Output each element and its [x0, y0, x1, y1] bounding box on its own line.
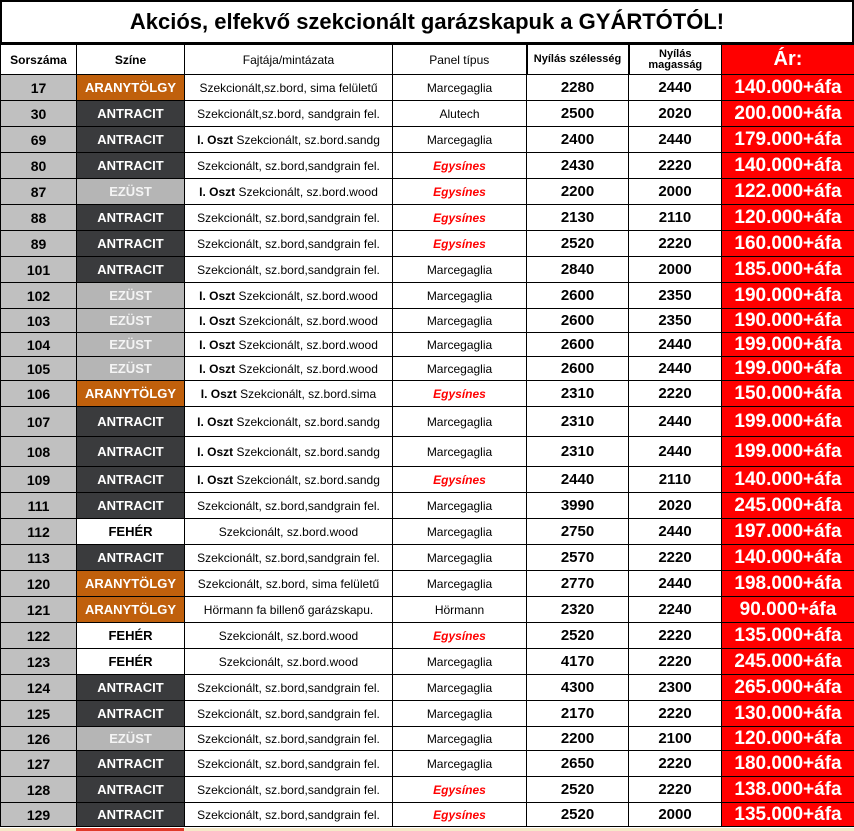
header-height-line2: magasság	[648, 58, 703, 71]
row-width: 2280	[527, 75, 629, 101]
row-panel: Marcegaglia	[393, 571, 527, 597]
row-type	[185, 179, 393, 205]
row-type	[185, 597, 393, 623]
row-price: 185.000+áfa	[722, 257, 854, 283]
row-color: ARANYTÖLGY	[77, 381, 185, 407]
table-row	[1, 701, 854, 727]
row-panel: Egysínes	[393, 231, 527, 257]
row-price: 245.000+áfa	[722, 649, 854, 675]
row-color: ARANYTÖLGY	[77, 571, 185, 597]
row-type	[185, 649, 393, 675]
table-row	[1, 493, 854, 519]
header-row	[1, 45, 854, 75]
type-text: Szekcionált, sz.bord.wood	[235, 184, 378, 199]
row-height: 2000	[629, 179, 722, 205]
row-color: EZÜST	[77, 333, 185, 357]
row-panel: Egysínes	[393, 467, 527, 493]
grade-label: I. Oszt	[197, 414, 234, 429]
row-width: 4170	[527, 649, 629, 675]
row-type	[185, 381, 393, 407]
row-price: 150.000+áfa	[722, 381, 854, 407]
header-width: Nyílás szélesség	[527, 45, 629, 75]
row-color: ANTRACIT	[77, 205, 185, 231]
row-panel: Egysínes	[393, 153, 527, 179]
table-row	[1, 467, 854, 493]
row-panel: Marcegaglia	[393, 493, 527, 519]
row-type	[185, 333, 393, 357]
row-number: 123	[1, 649, 77, 675]
row-height: 2000	[629, 803, 722, 827]
table-row	[1, 571, 854, 597]
table-row	[1, 179, 854, 205]
row-height: 2020	[629, 101, 722, 127]
row-type	[185, 751, 393, 777]
type-text: Szekcionált, sz.bord,sandgrain fel.	[197, 210, 380, 225]
row-color: ANTRACIT	[77, 701, 185, 727]
type-text: Szekcionált, sz.bord.wood	[235, 313, 378, 328]
row-type	[185, 407, 393, 437]
row-width: 2600	[527, 309, 629, 333]
grade-label: I. Oszt	[200, 386, 237, 401]
grade-label: I. Oszt	[197, 444, 234, 459]
table-row	[1, 257, 854, 283]
row-color: ANTRACIT	[77, 231, 185, 257]
row-width: 2520	[527, 623, 629, 649]
row-panel: Marcegaglia	[393, 519, 527, 545]
row-price: 199.000+áfa	[722, 437, 854, 467]
row-type	[185, 437, 393, 467]
type-text: Szekcionált, sz.bord.sandg	[233, 472, 380, 487]
row-width: 2440	[527, 467, 629, 493]
type-text: Szekcionált, sz.bord,sandgrain fel.	[197, 782, 380, 797]
grade-label: I. Oszt	[199, 361, 236, 376]
row-number: 129	[1, 803, 77, 827]
row-height: 2220	[629, 545, 722, 571]
grade-label: I. Oszt	[199, 313, 236, 328]
row-price: 197.000+áfa	[722, 519, 854, 545]
type-text: Szekcionált, sz.bord.sima	[236, 386, 377, 401]
row-type	[185, 231, 393, 257]
row-price: 140.000+áfa	[722, 545, 854, 571]
row-price: 90.000+áfa	[722, 597, 854, 623]
row-price: 190.000+áfa	[722, 309, 854, 333]
row-width: 2200	[527, 179, 629, 205]
row-color: ANTRACIT	[77, 545, 185, 571]
table-row	[1, 623, 854, 649]
row-width: 2310	[527, 407, 629, 437]
row-panel: Alutech	[393, 101, 527, 127]
row-panel: Marcegaglia	[393, 649, 527, 675]
row-height: 2220	[629, 231, 722, 257]
row-type	[185, 101, 393, 127]
table-row	[1, 205, 854, 231]
row-color: ANTRACIT	[77, 675, 185, 701]
type-text: Szekcionált, sz.bord.wood	[218, 524, 359, 539]
row-number: 105	[1, 357, 77, 381]
type-text: Hörmann fa billenő garázskapu.	[203, 602, 374, 617]
row-color: ANTRACIT	[77, 751, 185, 777]
row-height: 2440	[629, 75, 722, 101]
row-type	[185, 205, 393, 231]
row-width: 2430	[527, 153, 629, 179]
row-color: FEHÉR	[77, 519, 185, 545]
type-text: Szekcionált, sz.bord.wood	[235, 337, 378, 352]
row-width: 3990	[527, 493, 629, 519]
row-type	[185, 675, 393, 701]
row-panel: Marcegaglia	[393, 407, 527, 437]
row-color: EZÜST	[77, 283, 185, 309]
row-price: 122.000+áfa	[722, 179, 854, 205]
row-panel: Egysínes	[393, 777, 527, 803]
row-number: 87	[1, 179, 77, 205]
row-height: 2440	[629, 407, 722, 437]
row-type	[185, 493, 393, 519]
type-text: Szekcionált, sz.bord.wood	[235, 361, 378, 376]
table-row	[1, 357, 854, 381]
table-row	[1, 519, 854, 545]
header-type: Fajtája/mintázata	[185, 45, 393, 75]
grade-label: I. Oszt	[197, 472, 234, 487]
row-price: 140.000+áfa	[722, 467, 854, 493]
row-panel: Marcegaglia	[393, 727, 527, 751]
row-height: 2350	[629, 283, 722, 309]
row-number: 121	[1, 597, 77, 623]
row-price: 190.000+áfa	[722, 283, 854, 309]
table-row	[1, 437, 854, 467]
table-row	[1, 675, 854, 701]
row-type	[185, 519, 393, 545]
row-width: 2770	[527, 571, 629, 597]
table-row	[1, 127, 854, 153]
row-color: ARANYTÖLGY	[77, 597, 185, 623]
row-number: 124	[1, 675, 77, 701]
row-number: 109	[1, 467, 77, 493]
row-height: 2440	[629, 357, 722, 381]
row-number: 103	[1, 309, 77, 333]
row-number: 30	[1, 101, 77, 127]
row-price: 135.000+áfa	[722, 623, 854, 649]
row-height: 2020	[629, 493, 722, 519]
row-color: ANTRACIT	[77, 407, 185, 437]
row-type	[185, 127, 393, 153]
row-width: 2320	[527, 597, 629, 623]
row-panel: Egysínes	[393, 179, 527, 205]
row-number: 102	[1, 283, 77, 309]
row-price: 120.000+áfa	[722, 727, 854, 751]
header-price: Ár:	[722, 45, 854, 75]
row-number: 128	[1, 777, 77, 803]
type-text: Szekcionált, sz.bord,sandgrain fel.	[197, 706, 380, 721]
type-text: Szekcionált, sz.bord.sandg	[233, 132, 380, 147]
row-number: 101	[1, 257, 77, 283]
row-height: 2350	[629, 309, 722, 333]
row-width: 2520	[527, 803, 629, 827]
header-color: Színe	[77, 45, 185, 75]
table-row	[1, 777, 854, 803]
row-width: 2400	[527, 127, 629, 153]
row-panel: Marcegaglia	[393, 751, 527, 777]
grade-label: I. Oszt	[199, 184, 236, 199]
row-height: 2000	[629, 257, 722, 283]
row-width: 2650	[527, 751, 629, 777]
table-row	[1, 727, 854, 751]
row-color: FEHÉR	[77, 623, 185, 649]
row-height: 2100	[629, 727, 722, 751]
type-text: Szekcionált,sz.bord, sima felületű	[199, 80, 378, 95]
row-number: 107	[1, 407, 77, 437]
row-width: 2500	[527, 101, 629, 127]
row-number: 111	[1, 493, 77, 519]
row-width: 2170	[527, 701, 629, 727]
row-color: ANTRACIT	[77, 803, 185, 827]
type-text: Szekcionált, sz.bord,sandgrain fel.	[197, 680, 380, 695]
row-type	[185, 545, 393, 571]
row-height: 2110	[629, 205, 722, 231]
table-row	[1, 649, 854, 675]
page-title: Akciós, elfekvő szekcionált garázskapuk a GYÁRTÓTÓL!	[0, 0, 854, 44]
row-type	[185, 803, 393, 827]
row-type	[185, 153, 393, 179]
row-price: 140.000+áfa	[722, 153, 854, 179]
row-panel: Marcegaglia	[393, 257, 527, 283]
table-row	[1, 101, 854, 127]
row-width: 2750	[527, 519, 629, 545]
table-row	[1, 751, 854, 777]
table-row	[1, 381, 854, 407]
row-width: 4300	[527, 675, 629, 701]
row-color: ANTRACIT	[77, 127, 185, 153]
type-text: Szekcionált, sz.bord,sandgrain fel.	[197, 236, 380, 251]
row-number: 106	[1, 381, 77, 407]
row-color: EZÜST	[77, 727, 185, 751]
row-width: 2200	[527, 727, 629, 751]
row-panel: Egysínes	[393, 623, 527, 649]
row-number: 127	[1, 751, 77, 777]
row-height: 2220	[629, 751, 722, 777]
row-color: ANTRACIT	[77, 467, 185, 493]
row-type	[185, 701, 393, 727]
table-row	[1, 407, 854, 437]
row-price: 265.000+áfa	[722, 675, 854, 701]
row-color: ARANYTÖLGY	[77, 75, 185, 101]
row-number: 122	[1, 623, 77, 649]
type-text: Szekcionált, sz.bord,sandgrain fel.	[197, 807, 380, 822]
row-height: 2220	[629, 777, 722, 803]
type-text: Szekcionált, sz.bord,sandgrain fel.	[197, 756, 380, 771]
row-panel: Marcegaglia	[393, 127, 527, 153]
row-width: 2600	[527, 357, 629, 381]
row-panel: Marcegaglia	[393, 357, 527, 381]
row-height: 2240	[629, 597, 722, 623]
row-type	[185, 467, 393, 493]
type-text: Szekcionált, sz.bord,sandgrain fel.	[197, 262, 380, 277]
row-panel: Marcegaglia	[393, 75, 527, 101]
row-color: EZÜST	[77, 309, 185, 333]
row-width: 2310	[527, 437, 629, 467]
offer-table	[0, 44, 854, 827]
row-price: 199.000+áfa	[722, 333, 854, 357]
row-type	[185, 727, 393, 751]
type-text: Szekcionált,sz.bord, sandgrain fel.	[197, 106, 380, 121]
row-number: 120	[1, 571, 77, 597]
row-number: 80	[1, 153, 77, 179]
row-number: 69	[1, 127, 77, 153]
row-price: 245.000+áfa	[722, 493, 854, 519]
row-width: 2310	[527, 381, 629, 407]
row-height: 2220	[629, 381, 722, 407]
table-row	[1, 545, 854, 571]
row-width: 2570	[527, 545, 629, 571]
row-price: 179.000+áfa	[722, 127, 854, 153]
row-height: 2440	[629, 437, 722, 467]
row-type	[185, 357, 393, 381]
row-price: 138.000+áfa	[722, 777, 854, 803]
row-width: 2840	[527, 257, 629, 283]
row-price: 180.000+áfa	[722, 751, 854, 777]
table-row	[1, 597, 854, 623]
row-number: 125	[1, 701, 77, 727]
row-panel: Hörmann	[393, 597, 527, 623]
type-text: Szekcionált, sz.bord.sandg	[233, 414, 380, 429]
type-text: Szekcionált, sz.bord.sandg	[233, 444, 380, 459]
row-panel: Marcegaglia	[393, 309, 527, 333]
table-row	[1, 333, 854, 357]
row-type	[185, 283, 393, 309]
table-body	[1, 75, 854, 827]
row-number: 126	[1, 727, 77, 751]
header-no: Sorszáma	[1, 45, 77, 75]
type-text: Szekcionált, sz.bord,sandgrain fel.	[197, 498, 380, 513]
type-text: Szekcionált, sz.bord,sandgrain fel.	[197, 158, 380, 173]
row-type	[185, 75, 393, 101]
row-color: ANTRACIT	[77, 437, 185, 467]
row-color: ANTRACIT	[77, 257, 185, 283]
type-text: Szekcionált, sz.bord, sima felületű	[197, 576, 380, 591]
row-width: 2600	[527, 283, 629, 309]
row-price: 120.000+áfa	[722, 205, 854, 231]
row-height: 2440	[629, 333, 722, 357]
row-height: 2300	[629, 675, 722, 701]
row-price: 198.000+áfa	[722, 571, 854, 597]
type-text: Szekcionált, sz.bord,sandgrain fel.	[197, 731, 380, 746]
row-type	[185, 571, 393, 597]
row-color: FEHÉR	[77, 649, 185, 675]
row-type	[185, 257, 393, 283]
row-color: ANTRACIT	[77, 493, 185, 519]
row-type	[185, 777, 393, 803]
row-height: 2220	[629, 153, 722, 179]
table-row	[1, 309, 854, 333]
row-price: 200.000+áfa	[722, 101, 854, 127]
row-height: 2440	[629, 571, 722, 597]
row-panel: Marcegaglia	[393, 333, 527, 357]
table-row	[1, 803, 854, 827]
table-row	[1, 231, 854, 257]
row-number: 112	[1, 519, 77, 545]
table-row	[1, 153, 854, 179]
table-row	[1, 75, 854, 101]
row-number: 17	[1, 75, 77, 101]
type-text: Szekcionált, sz.bord,sandgrain fel.	[197, 550, 380, 565]
row-panel: Egysínes	[393, 205, 527, 231]
row-width: 2520	[527, 231, 629, 257]
row-color: EZÜST	[77, 357, 185, 381]
row-panel: Marcegaglia	[393, 701, 527, 727]
row-panel: Marcegaglia	[393, 545, 527, 571]
row-panel: Marcegaglia	[393, 283, 527, 309]
row-price: 130.000+áfa	[722, 701, 854, 727]
row-panel: Egysínes	[393, 381, 527, 407]
row-price: 199.000+áfa	[722, 407, 854, 437]
row-height: 2220	[629, 701, 722, 727]
row-number: 88	[1, 205, 77, 231]
grade-label: I. Oszt	[197, 132, 234, 147]
header-height-line1: Nyílás	[659, 47, 692, 60]
row-number: 104	[1, 333, 77, 357]
type-text: Szekcionált, sz.bord.wood	[218, 628, 359, 643]
row-color: ANTRACIT	[77, 101, 185, 127]
row-panel: Marcegaglia	[393, 437, 527, 467]
row-price: 140.000+áfa	[722, 75, 854, 101]
row-color: EZÜST	[77, 179, 185, 205]
row-color: ANTRACIT	[77, 777, 185, 803]
header-panel: Panel típus	[393, 45, 527, 75]
row-price: 199.000+áfa	[722, 357, 854, 381]
row-type	[185, 309, 393, 333]
row-height: 2440	[629, 127, 722, 153]
row-price: 160.000+áfa	[722, 231, 854, 257]
row-price: 135.000+áfa	[722, 803, 854, 827]
row-height: 2220	[629, 623, 722, 649]
header-height	[629, 45, 722, 75]
row-color: ANTRACIT	[77, 153, 185, 179]
type-text: Szekcionált, sz.bord.wood	[235, 288, 378, 303]
row-height: 2110	[629, 467, 722, 493]
row-width: 2130	[527, 205, 629, 231]
type-text: Szekcionált, sz.bord.wood	[218, 654, 359, 669]
row-panel: Egysínes	[393, 803, 527, 827]
row-type	[185, 623, 393, 649]
row-width: 2520	[527, 777, 629, 803]
row-height: 2220	[629, 649, 722, 675]
row-panel: Marcegaglia	[393, 675, 527, 701]
grade-label: I. Oszt	[199, 337, 236, 352]
row-number: 108	[1, 437, 77, 467]
grade-label: I. Oszt	[199, 288, 236, 303]
row-number: 113	[1, 545, 77, 571]
row-number: 89	[1, 231, 77, 257]
row-height: 2440	[629, 519, 722, 545]
table-row	[1, 283, 854, 309]
row-width: 2600	[527, 333, 629, 357]
